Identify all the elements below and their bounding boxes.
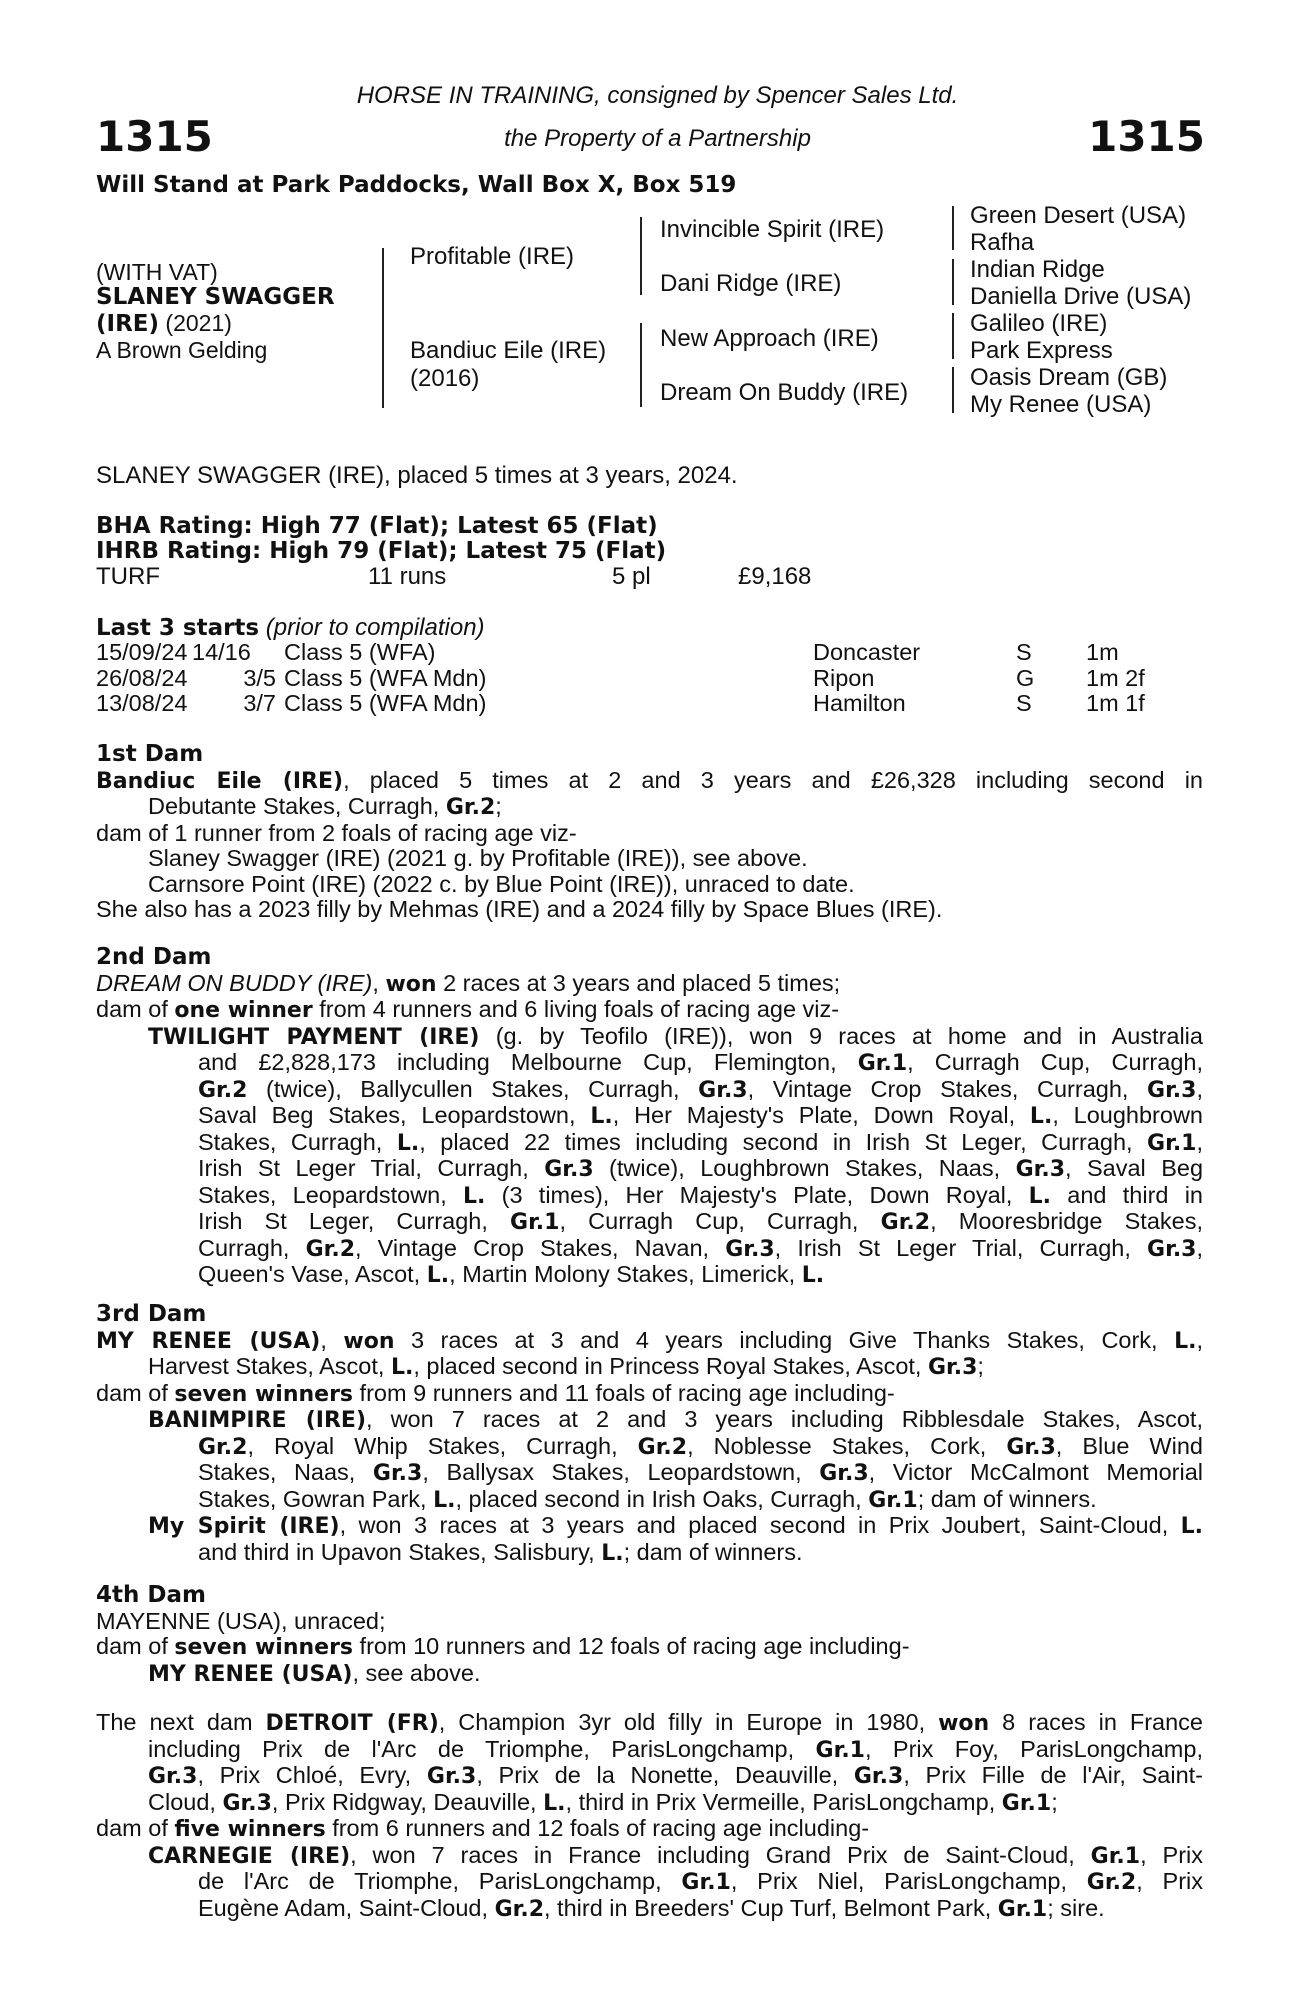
property-line: the Property of a Partnership	[504, 125, 811, 152]
start-position: 14/16	[192, 639, 251, 665]
last-starts-heading	[96, 614, 485, 642]
last-starts-table	[96, 640, 1145, 717]
start-position: 3/5	[243, 664, 276, 691]
pedigree-sire-dam: Dani Ridge (IRE)	[660, 270, 842, 297]
pedigree-brace-4	[952, 206, 954, 250]
progeny-name: TWILIGHT PAYMENT (IRE)	[148, 1024, 480, 1050]
pedigree-gen3-6: Park Express	[970, 337, 1113, 364]
start-race: Class 5 (WFA)	[284, 639, 436, 665]
pedigree-brace-5	[952, 259, 954, 305]
list-item: Carnsore Point (IRE) (2022 c. by Blue Point (IRE)), unraced to date.	[148, 870, 855, 897]
start-going: S	[1016, 639, 1032, 665]
start-going: S	[1016, 690, 1032, 716]
fourth-dam-section: 4th Dam MAYENNE (USA), unraced; dam of seven winners from 10 runners and 12 foals of racing age including- MY RENEE (USA), see above.	[96, 1583, 1203, 1687]
pedigree-brace-3	[640, 323, 642, 407]
section-heading: 4th Dam	[96, 1582, 206, 1608]
start-date: 15/09/24	[96, 639, 188, 665]
start-distance: 1m 1f	[1086, 690, 1145, 716]
vat-note: (WITH VAT)	[96, 259, 218, 285]
horse-year: (2021)	[165, 310, 232, 336]
section-heading: 1st Dam	[96, 741, 204, 767]
third-dam-section: 3rd Dam MY RENEE (USA), won 3 races at 3 and 4 years including Give Thanks Stakes, Cork, L., Harvest Stakes, Ascot, L., placed second in Princess Royal Stakes, Ascot, Gr.3; dam of seven winners from 9 runners and 11 foals of racing age including- BANIMPIRE (IRE), won 7 races at 2 and 3 years including Ribblesdale Stakes, Ascot, Gr.2, Royal Whip Stakes, Curragh, Gr.2, Noblesse Stakes, Cork, Gr.3, Blue Wind Stakes, Naas, Gr.3, Ballysax Stakes, Leopardstown, Gr.3, Victor McCalmont Memorial Stakes, Gowran Park, L., placed second in Irish Oaks, Curragh, Gr.1; dam of winners. My Spirit (IRE), won 3 races at 3 years and placed second in Prix Joubert, Saint-Cloud, L. and third in Upavon Stakes, Salisbury, L.; dam of winners.	[96, 1301, 1203, 1566]
section-heading: 2nd Dam	[96, 944, 212, 970]
pedigree-gen3-8: My Renee (USA)	[970, 391, 1152, 418]
pedigree-gen3-2: Rafha	[970, 229, 1035, 256]
start-distance: 1m	[1086, 639, 1119, 665]
lot-number-left: 1315	[96, 112, 213, 161]
pedigree-gen3-3: Indian Ridge	[970, 256, 1105, 283]
start-race: Class 5 (WFA Mdn)	[284, 690, 487, 716]
pedigree-gen3-7: Oasis Dream (GB)	[970, 364, 1168, 391]
pedigree-dam-year: (2016)	[410, 365, 480, 392]
earnings: £9,168	[738, 563, 812, 590]
horse-name: SLANEY SWAGGER	[96, 284, 335, 310]
pedigree-brace-2	[640, 217, 642, 295]
first-dam-section: 1st Dam Bandiuc Eile (IRE), placed 5 times at 2 and 3 years and £26,328 including second in Debutante Stakes, Curragh, Gr.2; dam of 1 runner from 2 foals of racing age viz- Slaney Swagger (IRE) (2021 g. by Profitable (IRE)), see above. Carnsore Point (IRE) (2022 c. by Blue Point (IRE)), unraced to date. She also has a 2023 filly by Mehmas (IRE) and a 2024 filly by Space Blues (IRE).	[96, 741, 1203, 922]
bha-rating: BHA Rating: High 77 (Flat); Latest 65 (Flat)	[96, 513, 658, 539]
start-date: 13/08/24	[96, 690, 188, 716]
pedigree-brace-7	[952, 367, 954, 413]
last-starts-note: (prior to compilation)	[265, 614, 485, 641]
race-summary: SLANEY SWAGGER (IRE), placed 5 times at 3 years, 2024.	[96, 462, 738, 489]
start-course: Doncaster	[813, 639, 921, 665]
pedigree-dam-sire: New Approach (IRE)	[660, 325, 879, 352]
dam-name: MY RENEE (USA)	[96, 1328, 321, 1354]
dam-name: DREAM ON BUDDY (IRE)	[96, 969, 373, 996]
pedigree-brace-1	[382, 248, 384, 408]
progeny-name: CARNEGIE (IRE)	[148, 1843, 351, 1869]
horse-description: A Brown Gelding	[96, 337, 268, 363]
surface: TURF	[96, 563, 160, 590]
horse-origin	[96, 310, 232, 337]
table-row	[96, 691, 1145, 717]
progeny-name: MY RENEE (USA)	[148, 1661, 353, 1687]
dam-name: Bandiuc Eile (IRE)	[96, 768, 344, 794]
start-course: Hamilton	[813, 690, 906, 716]
pedigree-gen3-4: Daniella Drive (USA)	[970, 283, 1192, 310]
last-starts-title: Last 3 starts	[96, 615, 260, 641]
pedigree-dam: Bandiuc Eile (IRE)	[410, 337, 607, 364]
start-date: 26/08/24	[96, 664, 188, 691]
horse-country: (IRE)	[96, 311, 160, 337]
start-distance: 1m 2f	[1086, 664, 1145, 691]
list-item: Slaney Swagger (IRE) (2021 g. by Profitable (IRE)), see above.	[148, 845, 808, 871]
consignor-line: HORSE IN TRAINING, consigned by Spencer Sales Ltd.	[356, 82, 959, 109]
lot-number-right: 1315	[1088, 112, 1205, 161]
second-dam-section: 2nd Dam DREAM ON BUDDY (IRE), won 2 races at 3 years and placed 5 times; dam of one winner from 4 runners and 6 living foals of racing age viz- TWILIGHT PAYMENT (IRE) (g. by Teofilo (IRE)), won 9 races at home and in Australia and £2,828,173 including Melbourne Cup, Flemington, Gr.1, Curragh Cup, Curragh, Gr.2 (twice), Ballycullen Stakes, Curragh, Gr.3, Vintage Crop Stakes, Curragh, Gr.3, Saval Beg Stakes, Leopardstown, L., Her Majesty's Plate, Down Royal, L., Loughbrown Stakes, Curragh, L., placed 22 times including second in Irish St Leger, Curragh, Gr.1, Irish St Leger Trial, Curragh, Gr.3 (twice), Loughbrown Stakes, Naas, Gr.3, Saval Beg Stakes, Leopardstown, L. (3 times), Her Majesty's Plate, Down Royal, L. and third in Irish St Leger, Curragh, Gr.1, Curragh Cup, Curragh, Gr.2, Mooresbridge Stakes, Curragh, Gr.2, Vintage Crop Stakes, Navan, Gr.3, Irish St Leger Trial, Curragh, Gr.3, Queen's Vase, Ascot, L., Martin Molony Stakes, Limerick, L.	[96, 944, 1204, 1288]
pedigree-gen3-5: Galileo (IRE)	[970, 310, 1108, 337]
pedigree-sire: Profitable (IRE)	[410, 243, 575, 270]
next-dam-section: The next dam DETROIT (FR), Champion 3yr old filly in Europe in 1980, won 8 races in France including Prix de l'Arc de Triomphe, ParisLongchamp, Gr.1, Prix Foy, ParisLongchamp, Gr.3, Prix Chloé, Evry, Gr.3, Prix de la Nonette, Deauville, Gr.3, Prix Fille de l'Air, Saint- Cloud, Gr.3, Prix Ridgway, Deauville, L., third in Prix Vermeille, ParisLongchamp, Gr.1; dam of five winners from 6 runners and 12 foals of racing age including- CARNEGIE (IRE), won 7 races in France including Grand Prix de Saint-Cloud, Gr.1, Prix de l'Arc de Triomphe, ParisLongchamp, Gr.1, Prix Niel, ParisLongchamp, Gr.2, Prix Eugène Adam, Saint-Cloud, Gr.2, third in Breeders' Cup Turf, Belmont Park, Gr.1; sire.	[96, 1709, 1203, 1922]
progeny-name: BANIMPIRE (IRE)	[148, 1408, 366, 1433]
progeny-name: My Spirit (IRE)	[148, 1514, 340, 1539]
table-row	[96, 640, 1145, 666]
start-going: G	[1016, 664, 1035, 691]
start-race: Class 5 (WFA Mdn)	[284, 664, 487, 691]
start-course: Ripon	[813, 664, 875, 691]
table-row	[96, 666, 1145, 692]
pedigree-brace-6	[952, 313, 954, 359]
section-heading: 3rd Dam	[96, 1301, 207, 1327]
dam-name: DETROIT (FR)	[265, 1711, 439, 1736]
stabling-location: Will Stand at Park Paddocks, Wall Box X, Box 519	[96, 172, 737, 198]
start-position: 3/7	[243, 690, 276, 716]
runs-count: 11 runs	[368, 563, 447, 590]
pedigree-sire-sire: Invincible Spirit (IRE)	[660, 216, 885, 243]
pedigree-dam-dam: Dream On Buddy (IRE)	[660, 379, 909, 406]
pedigree-gen3-1: Green Desert (USA)	[970, 202, 1187, 229]
places-count: 5 pl	[612, 563, 651, 590]
ihrb-rating: IHRB Rating: High 79 (Flat); Latest 75 (Flat)	[96, 538, 667, 564]
